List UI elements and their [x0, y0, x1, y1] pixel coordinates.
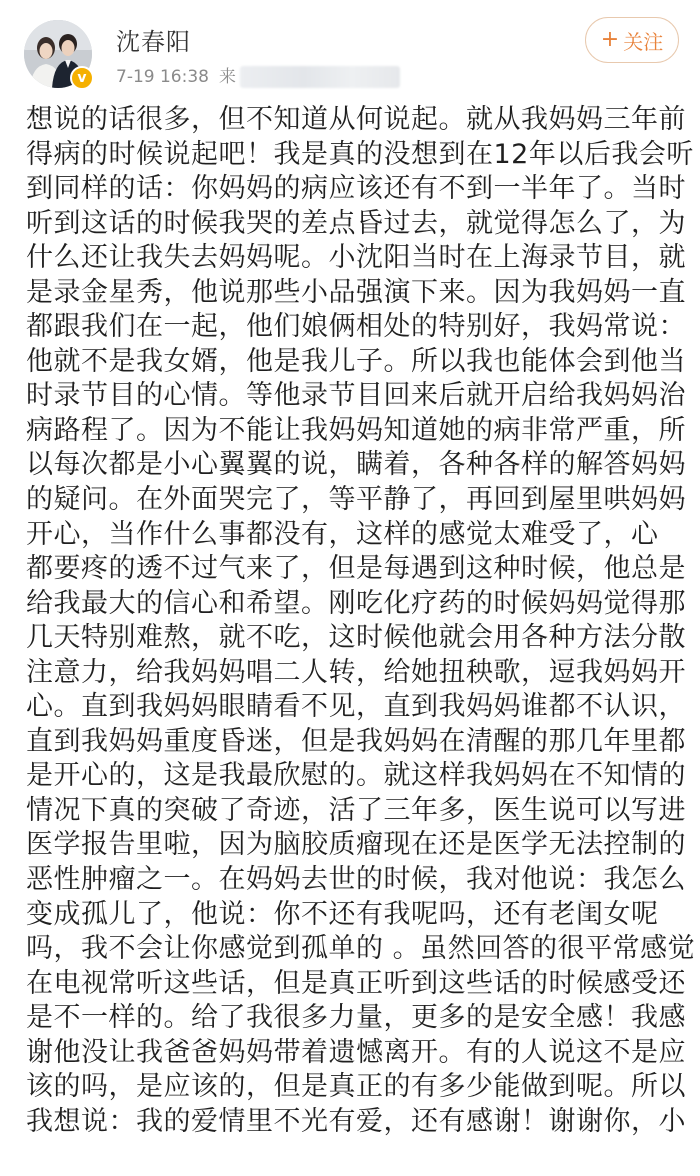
post-text-line: 以每次都是小心翼翼的说，瞒着，各种各样的解答妈妈	[26, 449, 686, 481]
post-source-label: 来	[218, 67, 236, 87]
post-header	[0, 0, 700, 100]
post-text-line: 是录金星秀，他说那些小品强演下来。因为我妈妈一直	[26, 276, 686, 308]
post-text-line: 病路程了。因为不能让我妈妈知道她的病非常严重，所	[26, 414, 686, 446]
post-text-line: 几天特别难熬，就不吃，这时候他就会用各种方法分散	[26, 622, 686, 654]
follow-button-label: 关注	[623, 29, 664, 54]
post-text-line: 是不一样的。给了我很多力量，更多的是安全感！我感	[26, 1002, 686, 1034]
post-text-line: 吗，我不会让你感觉到孤单的 。虽然回答的很平常感觉	[26, 933, 696, 965]
post-text-line: 开心，当作什么事都没有，这样的感觉太难受了，心	[26, 518, 659, 550]
post-text-line: 到同样的话：你妈妈的病应该还有不到一半年了。当时	[26, 173, 686, 205]
post-body	[26, 103, 696, 1139]
post-text-line: 该的吗，是应该的，但是真正的有多少能做到呢。所以	[26, 1071, 686, 1103]
post-text-line: 得病的时候说起吧！我是真的没想到在12年以后我会听	[26, 138, 694, 170]
post-text-line: 他就不是我女婿，他是我儿子。所以我也能体会到他当	[26, 345, 686, 377]
post-text-line: 给我最大的信心和希望。刚吃化疗药的时候妈妈觉得那	[26, 587, 686, 619]
post-text-line: 情况下真的突破了奇迹，活了三年多，医生说可以写进	[26, 794, 686, 826]
post-text-line: 是开心的，这是我最欣慰的。就这样我妈妈在不知情的	[26, 760, 686, 792]
post-text-line: 直到我妈妈重度昏迷，但是我妈妈在清醒的那几年里都	[26, 725, 686, 757]
blurred-source-redaction	[240, 66, 400, 88]
post-text-line: 医学报告里啦，因为脑胶质瘤现在还是医学无法控制的	[26, 829, 686, 861]
post-text-line: 的疑问。在外面哭完了，等平静了，再回到屋里哄妈妈	[26, 484, 686, 516]
post-text-line: 谢他没让我爸爸妈妈带着遗憾离开。有的人说这不是应	[26, 1036, 686, 1068]
post-text-line: 我想说：我的爱情里不光有爱，还有感谢！谢谢你，小	[26, 1105, 686, 1137]
post-text-line: 注意力，给我妈妈唱二人转，给她扭秧歌，逗我妈妈开	[26, 656, 686, 688]
post-meta	[116, 62, 400, 88]
post-text-line: 都跟我们在一起，他们娘俩相处的特别好，我妈常说：	[26, 311, 686, 343]
post-text-line: 都要疼的透不过气来了，但是每遇到这种时候，他总是	[26, 553, 686, 585]
post-text-line: 变成孤儿了，他说：你不还有我呢吗，还有老闺女呢	[26, 898, 659, 930]
post-text-line: 时录节目的心情。等他录节目回来后就开启给我妈妈治	[26, 380, 686, 412]
post-timestamp: 7-19 16:38	[116, 67, 209, 87]
post-text-line: 听到这话的时候我哭的差点昏过去，就觉得怎么了，为	[26, 207, 686, 239]
follow-button[interactable]	[585, 17, 679, 63]
post-text-line: 恶性肿瘤之一。在妈妈去世的时候，我对他说：我怎么	[26, 864, 686, 896]
plus-icon: +	[600, 27, 620, 52]
post-text-line: 想说的话很多，但不知道从何说起。就从我妈妈三年前	[26, 104, 686, 135]
post-text-line: 心。直到我妈妈眼睛看不见，直到我妈妈谁都不认识，	[26, 691, 686, 723]
verified-badge-icon: v	[70, 66, 94, 90]
post-text-line: 在电视常听这些话，但是真正听到这些话的时候感受还	[26, 967, 686, 999]
username[interactable]: 沈春阳	[116, 28, 191, 56]
post-text-line: 什么还让我失去妈妈呢。小沈阳当时在上海录节目，就	[26, 242, 686, 274]
